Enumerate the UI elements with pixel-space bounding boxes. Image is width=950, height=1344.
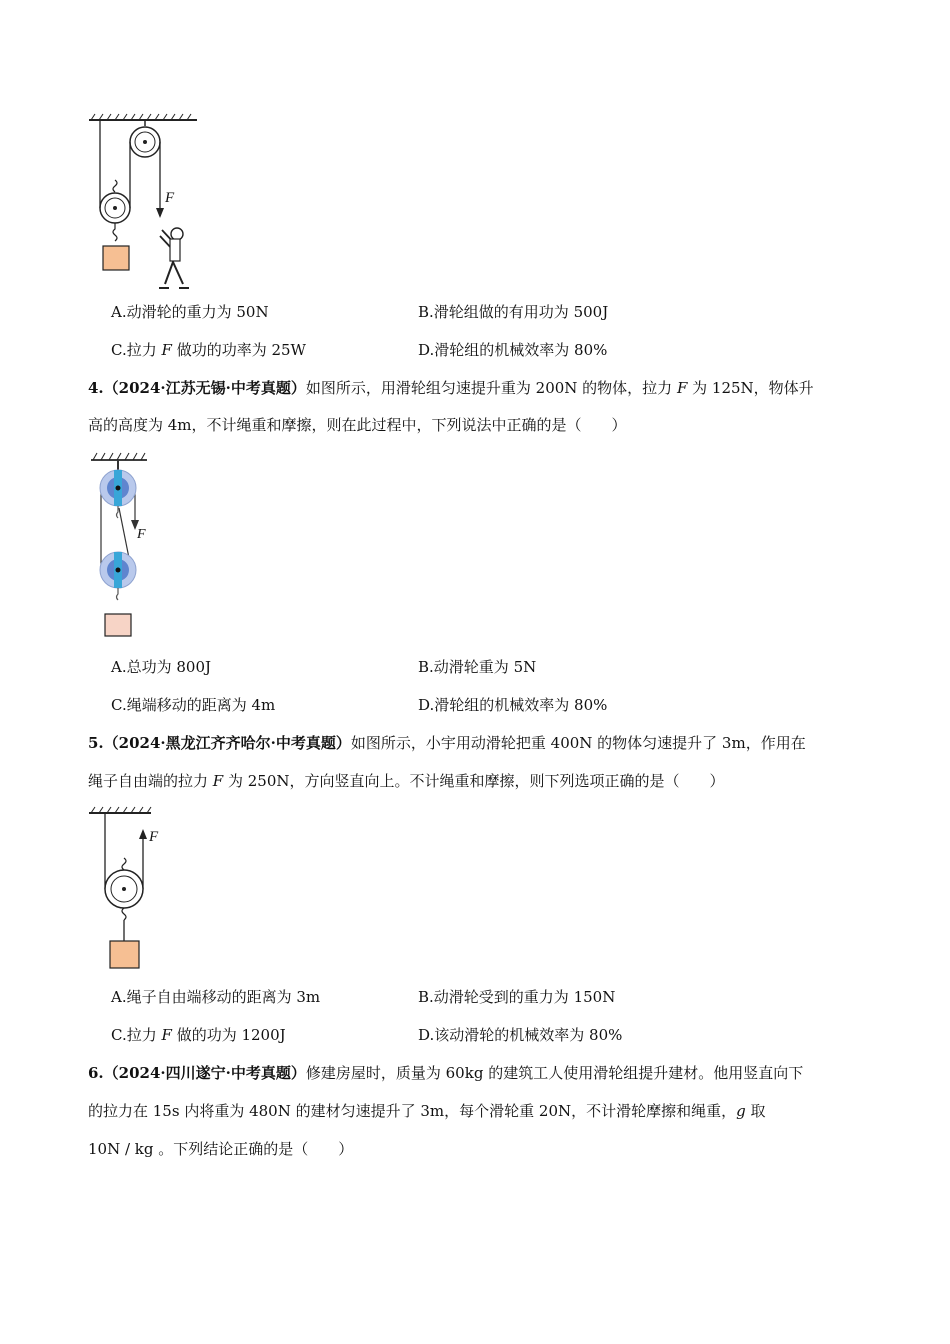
q3-option-d[interactable]: D.滑轮组的机械效率为 80% <box>418 341 608 359</box>
q4-option-a[interactable]: A.总功为 800J <box>111 658 212 676</box>
q5-pulley-figure <box>85 805 175 975</box>
q5-source: （2024·黑龙江齐齐哈尔·中考真题） <box>103 734 351 752</box>
q3-figure-force-label: F <box>165 190 175 206</box>
q5-figure-force-label: F <box>149 829 159 845</box>
q5-option-c[interactable]: C.拉力 F 做的功为 1200J <box>111 1026 286 1044</box>
q4-stem-line1: 4.（2024·江苏无锡·中考真题）如图所示，用滑轮组匀速提升重为 200N 的物体，拉力 F 为 125N，物体升 <box>88 379 814 397</box>
q6-number: 6. <box>88 1064 104 1082</box>
q5-stem-line1: 5.（2024·黑龙江齐齐哈尔·中考真题）如图所示，小宇用动滑轮把重 400N 的物体匀速提升了 3m，作用在 <box>88 734 806 752</box>
q3-option-c[interactable]: C.拉力 F 做功的功率为 25W <box>111 341 306 359</box>
q5-number: 5. <box>88 734 104 752</box>
q6-stem-line2: 的拉力在 15s 内将重为 480N 的建材匀速提升了 3m，每个滑轮重 20N，不计滑轮摩擦和绳重，g 取 <box>88 1102 766 1120</box>
q4-figure-force-label: F <box>137 527 146 542</box>
q4-pulley-figure <box>85 448 165 643</box>
q6-stem-line3: 10N / kg 。下列结论正确的是（ ） <box>88 1140 354 1158</box>
q5-stem-line2: 绳子自由端的拉力 F 为 250N，方向竖直向上。不计绳重和摩擦，则下列选项正确的是（ ） <box>88 772 725 790</box>
q4-option-c[interactable]: C.绳端移动的距离为 4m <box>111 696 276 714</box>
q4-source: （2024·江苏无锡·中考真题） <box>103 379 306 397</box>
q6-source: （2024·四川遂宁·中考真题） <box>103 1064 306 1082</box>
q4-option-d[interactable]: D.滑轮组的机械效率为 80% <box>418 696 608 714</box>
q5-option-a[interactable]: A.绳子自由端移动的距离为 3m <box>111 988 321 1006</box>
q4-option-b[interactable]: B.动滑轮重为 5N <box>418 658 537 676</box>
q4-stem-line2: 高的高度为 4m，不计绳重和摩擦，则在此过程中，下列说法中正确的是（ ） <box>88 416 627 434</box>
q3-option-a[interactable]: A.动滑轮的重力为 50N <box>111 303 269 321</box>
q3-pulley-figure <box>85 112 205 292</box>
q5-option-d[interactable]: D.该动滑轮的机械效率为 80% <box>418 1026 623 1044</box>
q5-option-b[interactable]: B.动滑轮受到的重力为 150N <box>418 988 616 1006</box>
q4-number: 4. <box>88 379 104 397</box>
q6-stem-line1: 6.（2024·四川遂宁·中考真题）修建房屋时，质量为 60kg 的建筑工人使用滑轮组提升建材。他用竖直向下 <box>88 1064 804 1082</box>
q3-option-b[interactable]: B.滑轮组做的有用功为 500J <box>418 303 609 321</box>
